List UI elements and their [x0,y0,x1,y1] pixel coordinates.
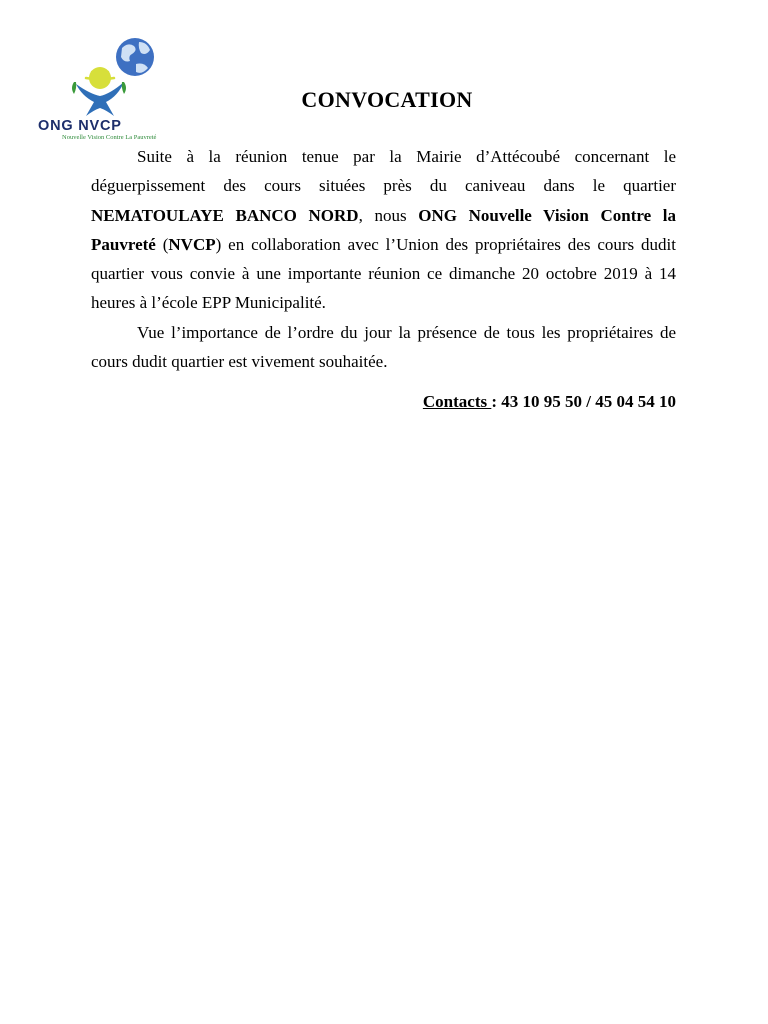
contacts-label: Contacts [422,392,492,411]
contacts-line [423,392,676,412]
page-title: CONVOCATION [301,87,473,112]
p1-text-1: Suite à la réunion tenue par la Mairie d’Attécoubé concernant le déguerpissement des cours situées près du caniveau dans le quartier [91,147,676,196]
paragraph-1 [91,142,676,318]
paragraph-2: Vue l’importance de l’ordre du jour la présence de tous les propriétaires de cours dudit quartier est vivement souhaitée. [91,322,676,372]
p1-text-4: ) en collaboration avec l’Union des propriétaires des cours dudit quartier vous convie à une importante réunion ce dimanche 20 octobre 2019 à 14 heures à l’école EPP Municipalité. [91,234,676,313]
p1-bold-acronym: NVCP [168,234,216,254]
contacts-separator: : [491,392,502,411]
contacts-numbers: 43 10 95 50 / 45 04 54 10 [501,392,676,411]
p1-bold-org: ONG Nouvelle Vision Contre la Pauvreté [91,205,677,254]
logo-name: ONG NVCP [38,118,122,134]
p1-text-2: , nous [358,205,419,225]
globe-icon [116,38,154,76]
p1-bold-quarter: NEMATOULAYE BANCO NORD [91,205,359,225]
logo-tagline: Nouvelle Vision Contre La Pauvreté [62,134,157,141]
sun-icon [89,67,111,89]
body-text [91,142,676,376]
p1-text-3: ( [155,234,169,254]
